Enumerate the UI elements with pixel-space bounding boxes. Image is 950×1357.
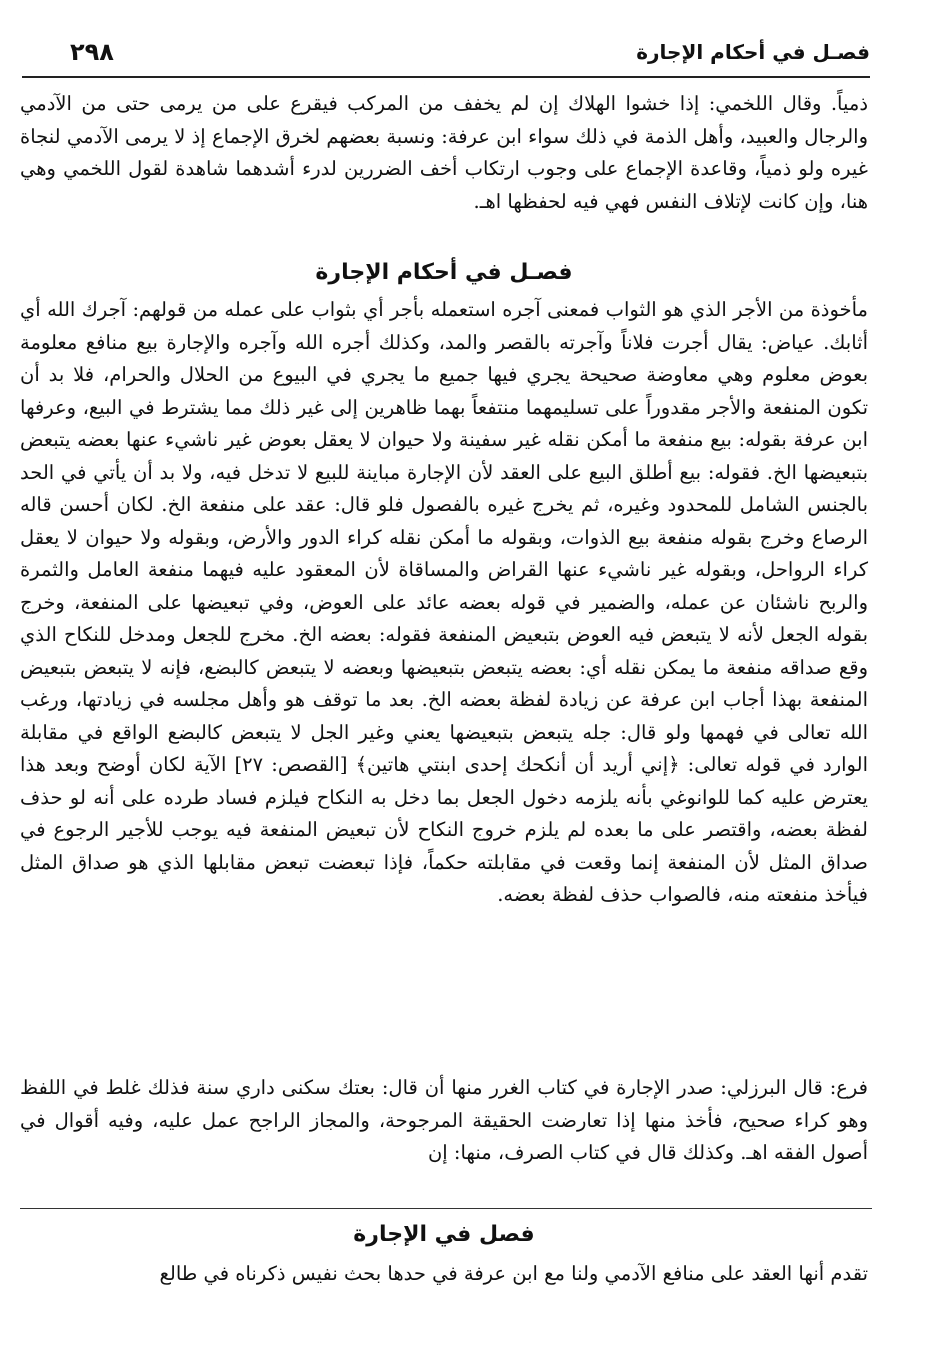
paragraph-text: تقدم أنها العقد على منافع الآدمي ولنا مع ابن عرفة في حدها بحث نفيس ذكرناه في طالع [159,1262,868,1285]
paragraph-closing [20,1258,868,1291]
section-heading-ijara-rulings: فصـل في أحكام الإجارة [315,260,573,285]
paragraph-text: ذمياً. وقال اللخمي: إذا خشوا الهلاك إن لم يخفف من المركب فيقرع على من يرمى حتى من الآدمي والرجال والعبيد، وأهل الذمة في ذلك سواء ابن عرفة: ونسبة بعضهم لخرق الإجماع إذ لا يرمى الآدمي لنجاة غيره ولو ذمياً، وقاعدة الإجماع على وجوب ارتكاب أخف الضررين لدرء أشدهما شاهدة لقول اللخمي وهي هنا، وإن كانت لإتلاف النفس فهي فيه لحفظها اهـ. [20,92,868,213]
footnote-separator [20,1208,872,1209]
paragraph-text: مأخوذة من الأجر الذي هو الثواب فمعنى آجره استعمله بأجر أي بثواب على عمله من قولهم: آجرك الله أي أثابك. عياض: يقال أجرت فلاناً وآجرته بالقصر والمد، وكذلك أجره الله وآجره والإجارة بيع منافع معلومة بعوض معلوم وهي معاوضة صحيحة يجري فيها جميع ما يجري في البيوع من الحلال والحرام، فلا بد أن تكون المنفعة والأجر مقدوراً على تسليمهما منتفعاً بهما ظاهرين إلى غير ذلك مما يشترط في البيع، وعرفها ابن عرفة بقوله: بيع منفعة ما أمكن نقله غير سفينة ولا حيوان لا يعقل بعوض غير ناشيء عنها بعضه يتبعض بتبعيضها الخ. فقوله: بيع أطلق البيع على العقد لأن الإجارة مباينة للبيع لا تدخل فيه، ولا بد أن يأتي في الحد بالجنس الشامل للمحدود وغيره، ثم يخرج غيره بالفصول فلو قال: عقد على منفعة الخ. لكان أحسن قاله الرصاع وخرج بقوله منفعة بيع الذوات، وبقوله ما أمكن نقله كراء الدور والأرض، وبقوله ولا حيوان لا يعقل كراء الرواحل، وبقوله غير ناشيء عنها القراض والمساقاة لأن المعقود عليه فيهما منفعة العامل والثمرة والربح ناشئان عن عمله، والضمير في قوله بعضه عائد على العوض، وفي تبعيضها على المنفعة، وخرج بقوله الجعل لأنه لا يتبعض فيه العوض بتبعيض المنفعة فقوله: بعضه الخ. مخرج للجعل ومدخل للنكاح الذي وقع صداقه منفعة ما يمكن نقله أي: بعضه يتبعض بتبعيضها وبعضه لا يتبعض كالبضع، فإنه لا يتبعض بتبعيض المنفعة بهذا أجاب ابن عرفة عن زيادة لفظة بعضه الخ. بعد ما توقف هو وأهل مجلسه في زيادتها، ورغب الله تعالى في فهمها ولو قال: جله يتبعض بتبعيضها يعني وغير الجل لا يتبعض كالبضع الواقع في مقابلة الوارد في قوله تعالى: ﴿إني أريد أن أنكحك إحدى ابنتي هاتين﴾ [القصص: ٢٧] الآية لكان أوضح وبعد هذا يعترض عليه كما للوانوغي بأنه يلزمه دخول الجعل بما دخل به النكاح فيلزم فساد طرده على أنه لو حذف لفظة بعضه، واقتصر على ما بعده لم يلزم خروج النكاح لأن تبعيض المنفعة فيه يوجب للأجير الرجوع في صداق المثل لأن المنفعة إنما وقعت في مقابلته حكماً، فإذا تبعضت تبعض مقابلها الذي هو صداق المثل فيأخذ منفعته منه، فالصواب حذف لفظة بعضه. [20,298,868,906]
page-header [22,32,870,78]
section-heading-ijara: فصل في الإجارة [353,1222,535,1247]
page-number: ٢٩٨ [70,38,114,66]
paragraph-branch [20,1072,868,1170]
paragraph-opening [20,88,868,218]
running-title: فصـل في أحكام الإجارة [636,40,870,64]
paragraph-text: فرع: قال البرزلي: صدر الإجارة في كتاب الغرر منها أن قال: بعتك سكنى داري سنة فذلك غلط في اللفظ وهو كراء صحيح، فأخذ منها إذا تعارضت الحقيقة المرجوحة، والمجاز الراجح عمل عليه، وفيه أقوال في أصول الفقه اهـ. وكذلك قال في كتاب الصرف، منها: إن [20,1076,868,1164]
paragraph-definition [20,294,868,912]
